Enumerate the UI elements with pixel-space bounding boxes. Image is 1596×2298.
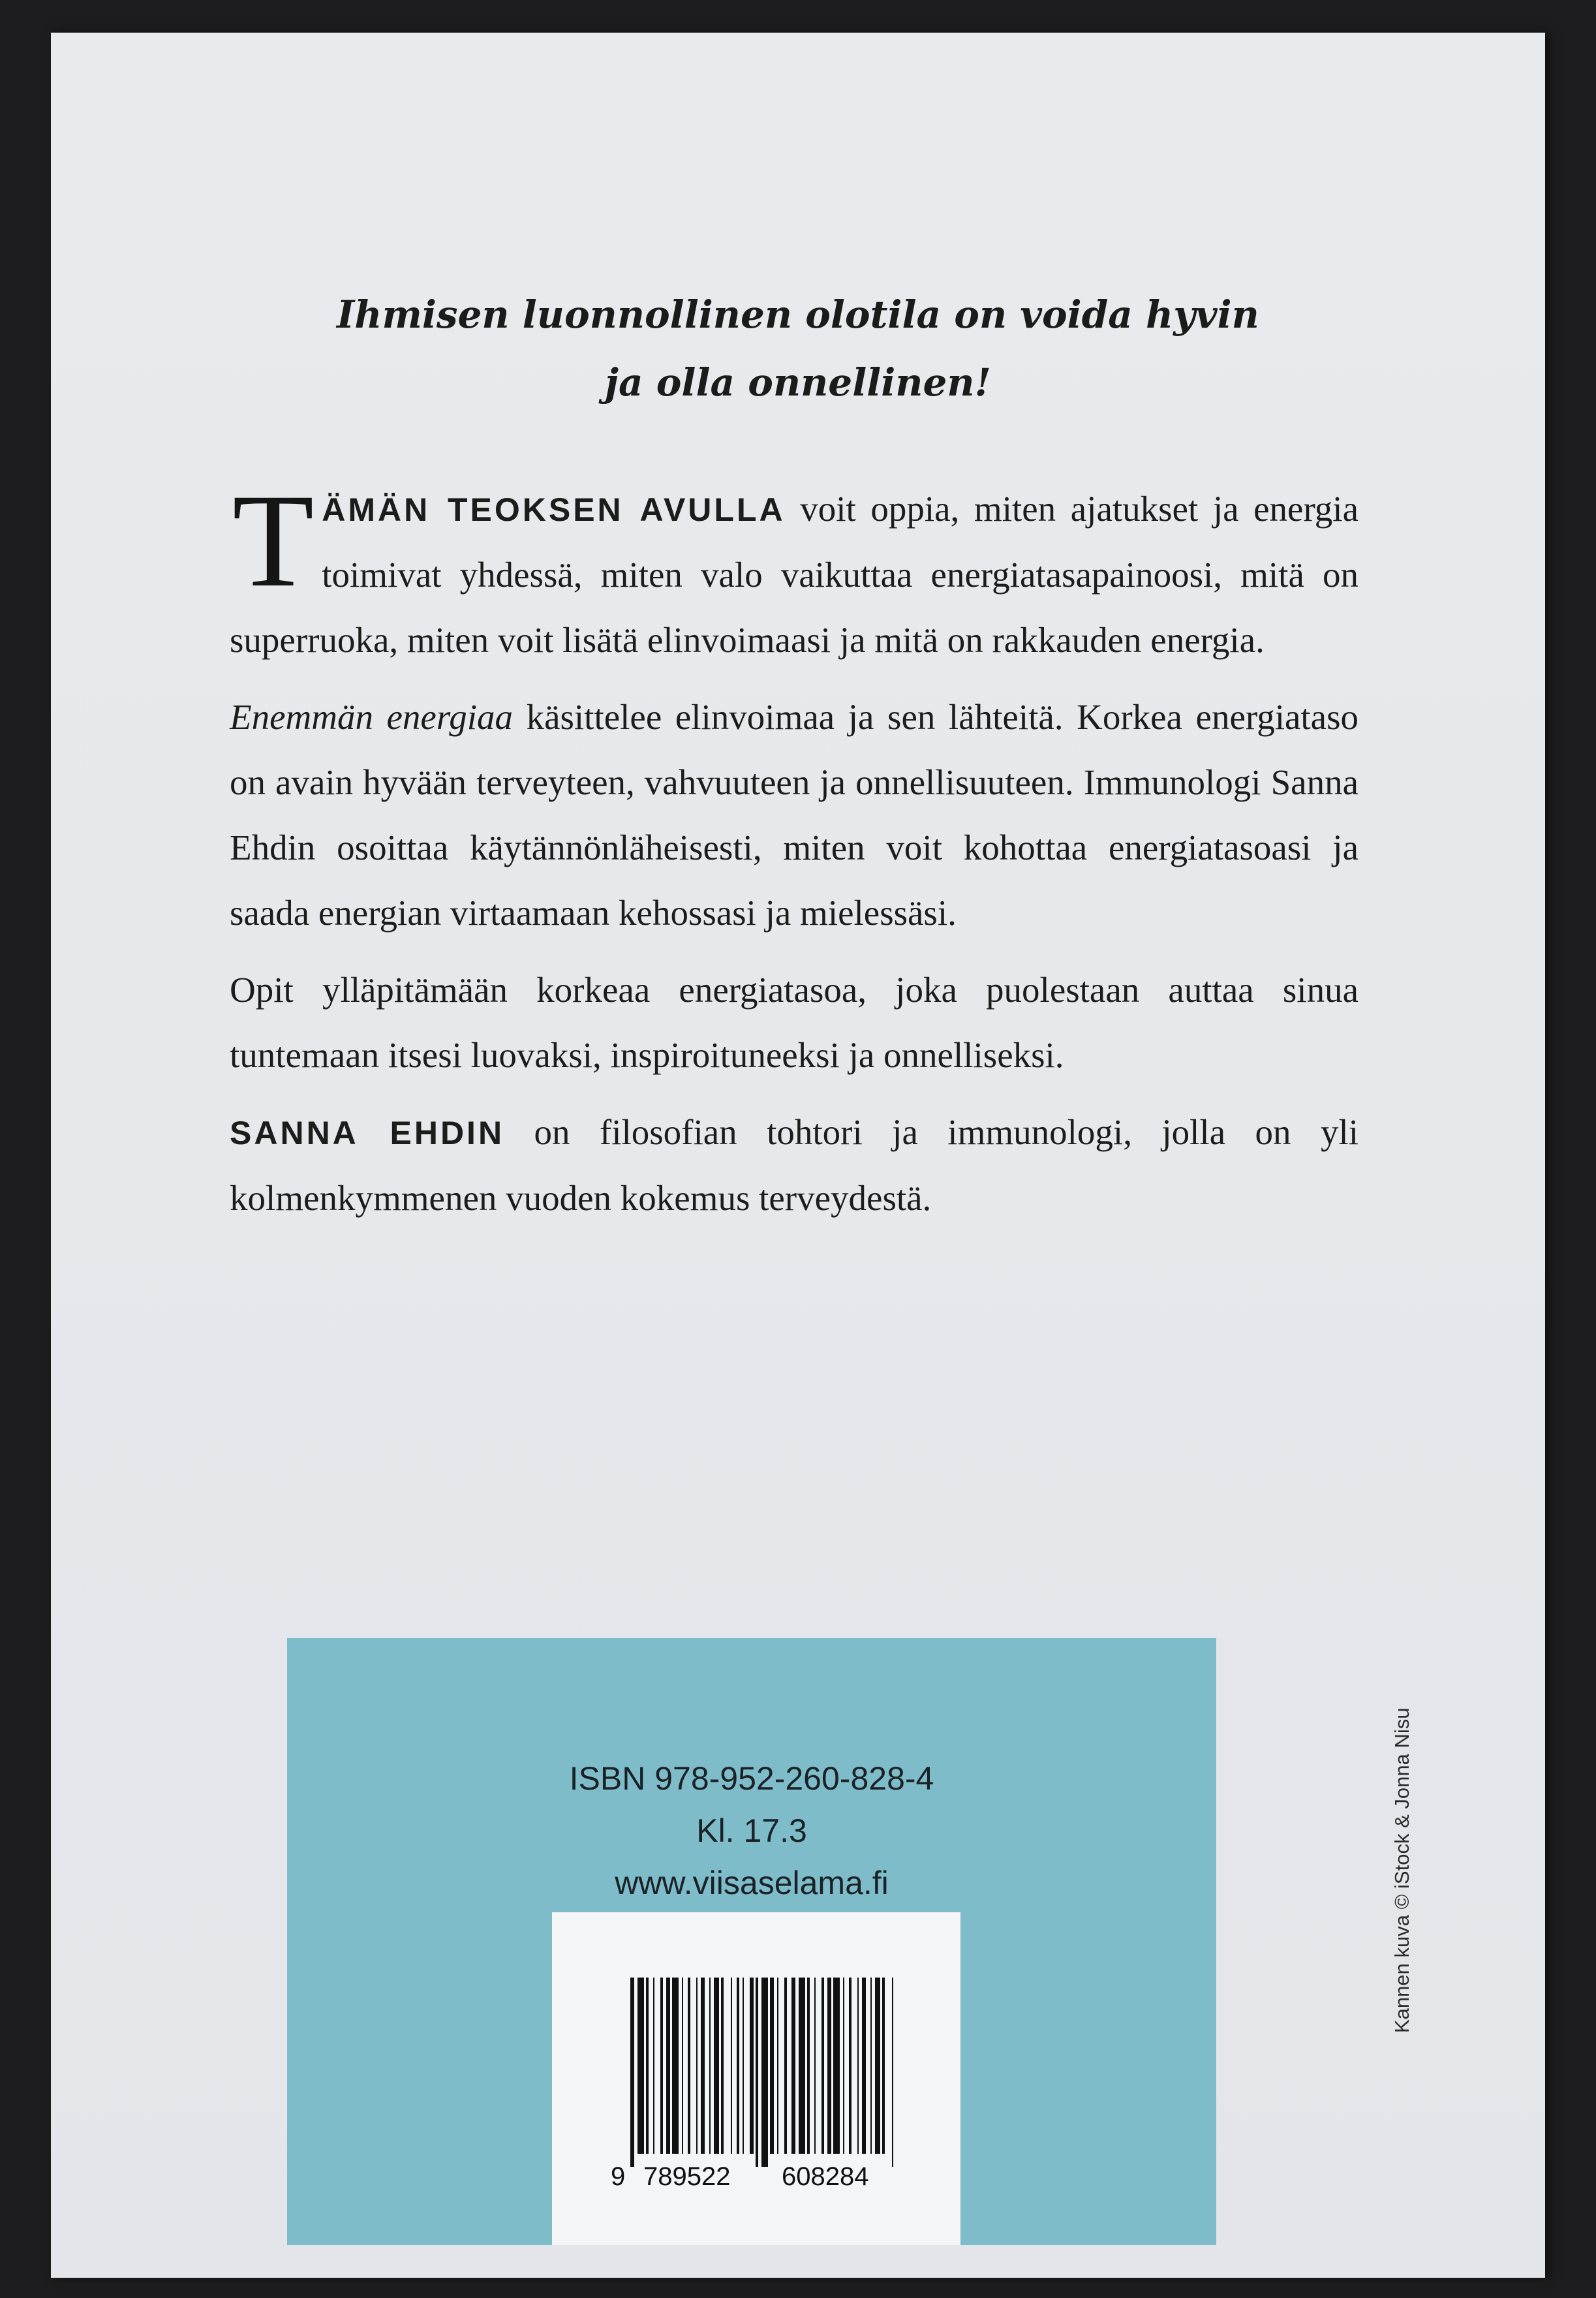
- intro-lead: ÄMÄN TEOKSEN AVULLA: [322, 491, 786, 528]
- book-title: Enemmän energiaa: [230, 697, 513, 737]
- intro-text: voit oppia, miten ajatukset ja energia toimivat yhdessä, miten valo vaikuttaa energiatasapainoosi, mitä on superruoka, miten voit lisätä elinvoimaasi ja mitä on rakkauden energia.: [230, 489, 1358, 660]
- tagline-line-1: Ihmisen luonnollinen olotila on voida hyvin: [337, 292, 1259, 337]
- isbn: ISBN 978-952-260-828-4: [569, 1760, 934, 1797]
- paragraph-book: [230, 685, 1358, 946]
- classification: Kl. 17.3: [696, 1812, 807, 1849]
- paragraph-benefit: [230, 957, 1358, 1088]
- publisher-info-box: [287, 1638, 1216, 2245]
- drop-cap: T: [232, 467, 315, 615]
- tagline: [51, 281, 1545, 416]
- cover-credit: Kannen kuva © iStock & Jonna Nisu: [1390, 1707, 1413, 2033]
- barcode-label: [552, 1912, 960, 2245]
- tagline-line-2: ja olla onnellinen!: [604, 360, 991, 405]
- author-text: on filosofian tohtori ja immunologi, jolla on yli kolmenkymmenen vuoden kokemus terveydestä.: [230, 1112, 1359, 1218]
- author-name: SANNA EHDIN: [230, 1115, 505, 1151]
- barcode-group-1: 789522: [643, 2162, 731, 2191]
- paragraph-author: [230, 1100, 1358, 1231]
- website: www.viisaselama.fi: [615, 1865, 889, 1901]
- book-text: käsittelee elinvoimaa ja sen lähteitä. Korkea energiataso on avain hyvään terveyteen, vahvuuteen ja onnellisuuteen. Immunologi Sanna Ehdin osoittaa käytännönläheisesti, miten voit kohottaa energiatasoasi ja saada energian virtaamaan kehossasi ja mielessäsi.: [230, 697, 1358, 933]
- barcode-digit-first: 9: [611, 2162, 626, 2191]
- publisher-info: [287, 1752, 1216, 1909]
- barcode-icon: [611, 1978, 904, 2193]
- barcode-group-2: 608284: [782, 2162, 869, 2191]
- benefit-text: Opit ylläpitämään korkeaa energiatasoa, joka puolestaan auttaa sinua tuntemaan itsesi luovaksi, inspiroituneeksi ja onnelliseksi.: [230, 970, 1358, 1075]
- description: [230, 467, 1359, 1243]
- paragraph-intro: [230, 467, 1358, 673]
